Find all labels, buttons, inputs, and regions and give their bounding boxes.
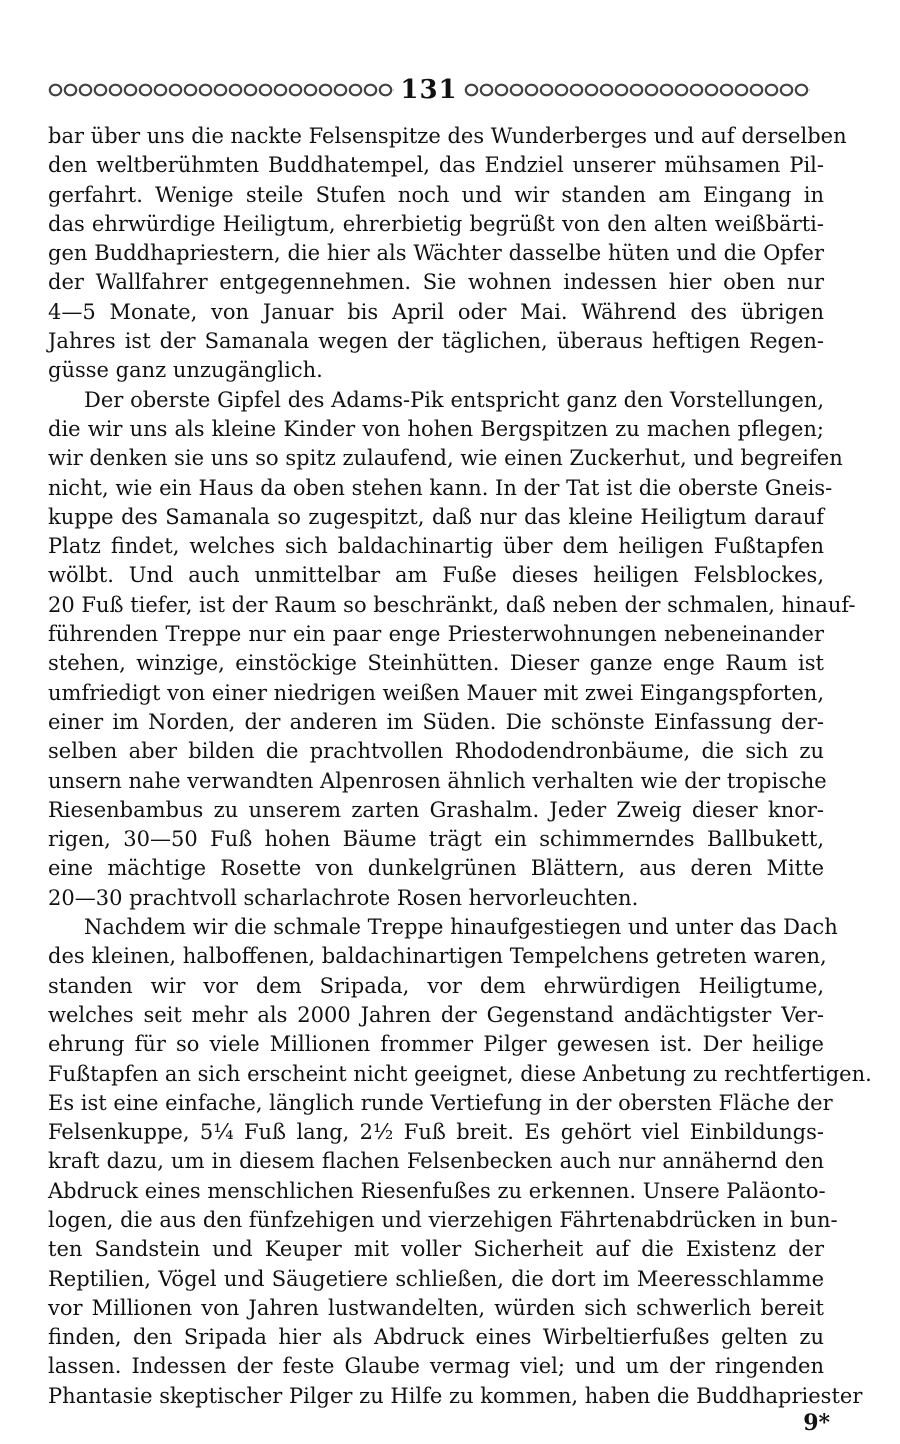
text-line: Felsenkuppe, 5¼ Fuß lang, 2½ Fuß breit. Es gehört viel Einbildungs- — [48, 1120, 824, 1145]
text-line: Phantasie skeptischer Pilger zu Hilfe zu kommen, haben die Buddhapriester — [48, 1383, 863, 1408]
text-line: ten Sandstein und Keuper mit voller Sicherheit auf die Existenz der — [48, 1237, 824, 1262]
text-line: Riesenbambus zu unserem zarten Grashalm. Jeder Zweig dieser knor- — [48, 797, 824, 822]
body-text — [48, 122, 872, 1411]
left-ornament-border — [48, 83, 394, 97]
text-line: führenden Treppe nur ein paar enge Priesterwohnungen nebeneinander — [48, 622, 824, 647]
text-line: Der oberste Gipfel des Adams-Pik entspricht ganz den Vorstellungen, — [84, 387, 824, 412]
text-line: gen Buddhapriestern, die hier als Wächter dasselbe hüten und die Opfer — [48, 241, 824, 266]
text-line: finden, den Sripada hier als Abdruck eines Wirbeltierfußes gelten zu — [48, 1325, 824, 1350]
text-line: gerfahrt. Wenige steile Stufen noch und wir standen am Eingang in — [48, 182, 824, 207]
text-line: unsern nahe verwandten Alpenrosen ähnlich verhalten wie der tropische — [48, 768, 827, 793]
text-line: 20 Fuß tiefer, ist der Raum so beschränkt, daß neben der schmalen, hinauf- — [48, 592, 856, 617]
text-line: Abdruck eines menschlichen Riesenfußes zu erkennen. Unsere Paläonto- — [48, 1178, 826, 1203]
text-line: welches seit mehr als 2000 Jahren der Gegenstand andächtigster Ver- — [48, 1002, 824, 1027]
text-line: nicht, wie ein Haus da oben stehen kann. In der Tat ist die oberste Gneis- — [48, 475, 833, 500]
text-line: der Wallfahrer entgegennehmen. Sie wohnen indessen hier oben nur — [48, 270, 824, 295]
text-line: ehrung für so viele Millionen frommer Pilger gewesen ist. Der heilige — [48, 1032, 824, 1057]
page-number: 131 — [400, 75, 458, 105]
text-line: standen wir vor dem Sripada, vor dem ehrwürdigen Heiligtume, — [48, 973, 824, 998]
text-line: rigen, 30—50 Fuß hohen Bäume trägt ein schimmerndes Ballbukett, — [48, 827, 824, 852]
text-line: das ehrwürdige Heiligtum, ehrerbietig begrüßt von den alten weißbärti- — [48, 211, 824, 236]
signature-mark: 9* — [803, 1410, 830, 1436]
text-line: kraft dazu, um in diesem flachen Felsenbecken auch nur annähernd den — [48, 1149, 824, 1174]
text-line: eine mächtige Rosette von dunkelgrünen Blättern, aus deren Mitte — [48, 856, 824, 881]
text-line: Platz findet, welches sich baldachinartig über dem heiligen Fußtapfen — [48, 534, 824, 559]
text-line: des kleinen, halboffenen, baldachinartigen Tempelchens getreten waren, — [48, 944, 827, 969]
text-line: die wir uns als kleine Kinder von hohen Bergspitzen zu machen pflegen; — [48, 416, 824, 441]
text-line: selben aber bilden die prachtvollen Rhododendronbäume, die sich zu — [48, 739, 824, 764]
page-header — [48, 72, 810, 108]
text-line: kuppe des Samanala so zugespitzt, daß nur das kleine Heiligtum darauf — [48, 504, 824, 529]
text-line: Jahres ist der Samanala wegen der täglichen, überaus heftigen Regen- — [48, 329, 824, 354]
text-line: stehen, winzige, einstöckige Steinhütten. Dieser ganze enge Raum ist — [48, 651, 824, 676]
text-line: wir denken sie uns so spitz zulaufend, wie einen Zuckerhut, und begreifen — [48, 446, 843, 471]
text-line: Reptilien, Vögel und Säugetiere schließen, die dort im Meeresschlamme — [48, 1266, 824, 1291]
text-line: logen, die aus den fünfzehigen und vierzehigen Fährtenabdrücken in bun- — [48, 1207, 838, 1232]
text-line: umfriedigt von einer niedrigen weißen Mauer mit zwei Eingangspforten, — [48, 680, 824, 705]
text-line: vor Millionen von Jahren lustwandelten, würden sich schwerlich bereit — [48, 1295, 824, 1320]
text-line: lassen. Indessen der feste Glaube vermag viel; und um der ringenden — [48, 1354, 824, 1379]
right-ornament-border — [464, 83, 810, 97]
text-line: Fußtapfen an sich erscheint nicht geeignet, diese Anbetung zu rechtfertigen. — [48, 1061, 872, 1086]
text-line: den weltberühmten Buddhatempel, das Endziel unserer mühsamen Pil- — [48, 153, 824, 178]
text-line: güsse ganz unzugänglich. — [48, 358, 323, 383]
text-line: einer im Norden, der anderen im Süden. Die schönste Einfassung der- — [48, 709, 824, 734]
text-line: 20—30 prachtvoll scharlachrote Rosen hervorleuchten. — [48, 885, 639, 910]
text-line: bar über uns die nackte Felsenspitze des Wunderberges und auf derselben — [48, 124, 847, 148]
text-line: 4—5 Monate, von Januar bis April oder Mai. Während des übrigen — [48, 299, 824, 324]
text-line: Nachdem wir die schmale Treppe hinaufgestiegen und unter das Dach — [84, 915, 838, 940]
text-line: wölbt. Und auch unmittelbar am Fuße dieses heiligen Felsblockes, — [48, 563, 824, 588]
text-line: Es ist eine einfache, länglich runde Vertiefung in der obersten Fläche der — [48, 1090, 833, 1115]
